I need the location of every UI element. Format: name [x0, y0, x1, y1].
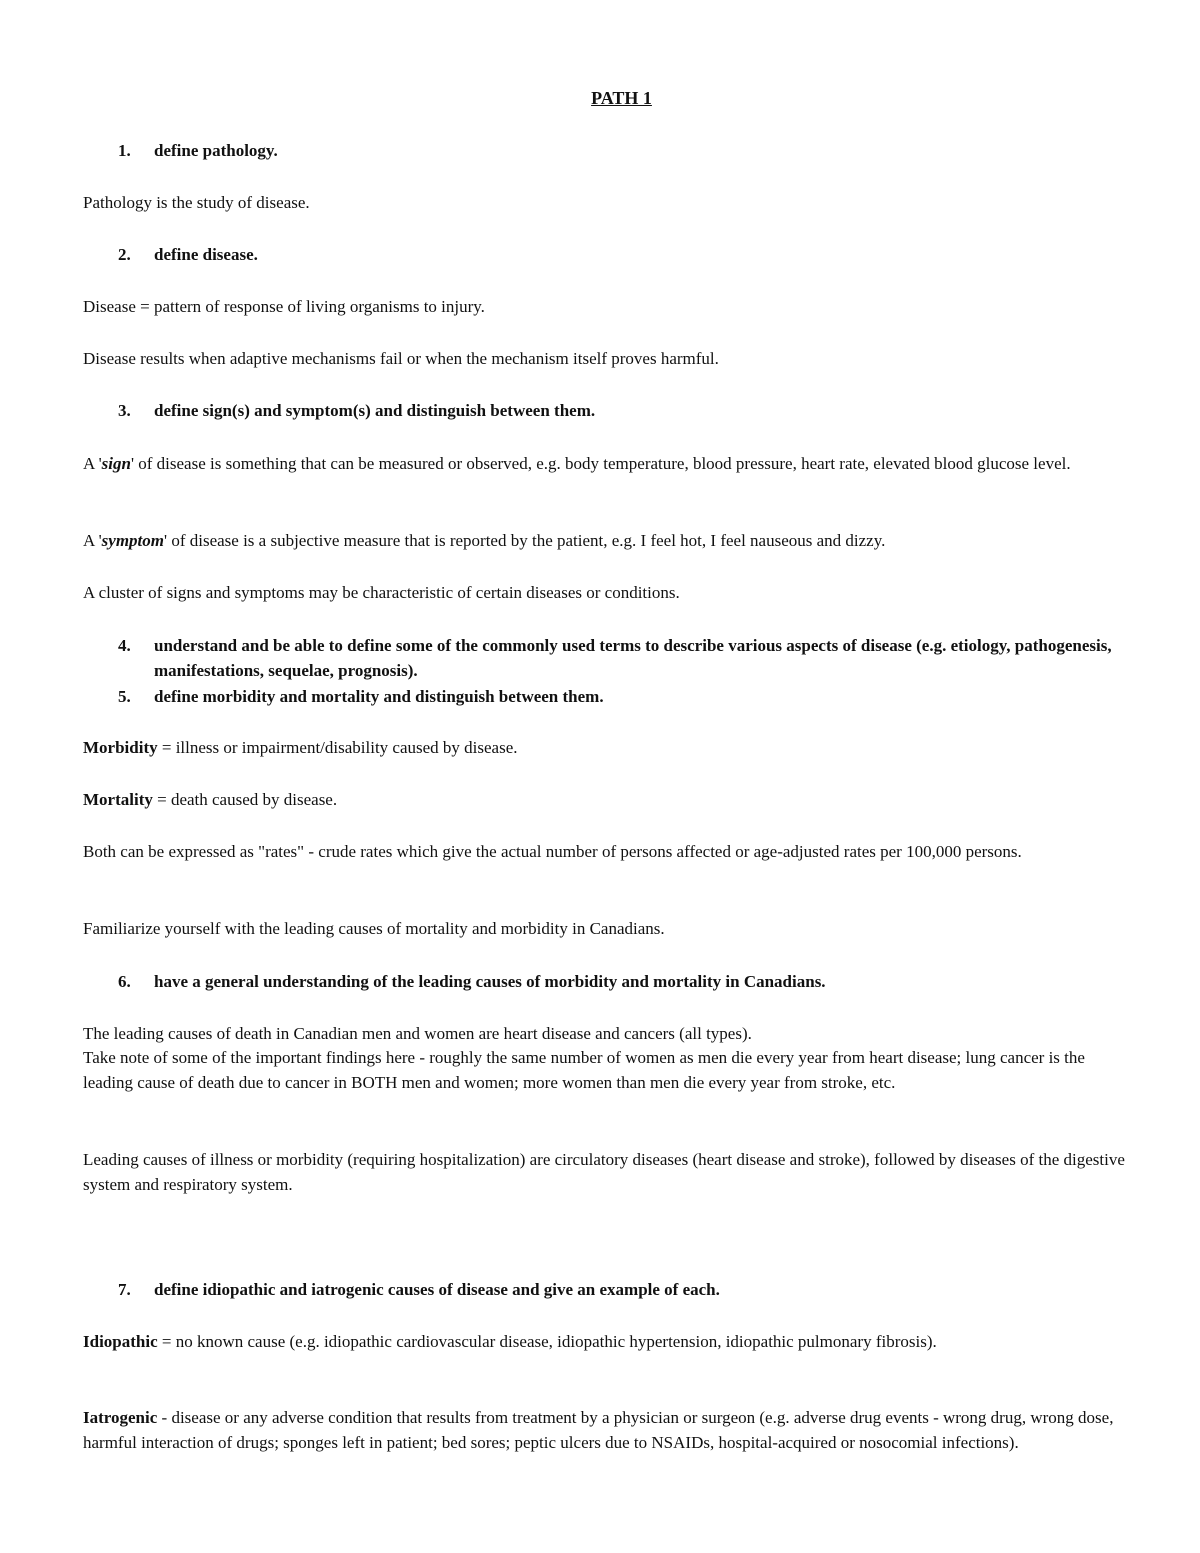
question-text: define disease. [154, 245, 258, 264]
term-iatrogenic: Iatrogenic [83, 1408, 158, 1427]
term-symptom: symptom [101, 531, 164, 550]
text-run: = death caused by disease. [152, 790, 338, 809]
answer-paragraph: A cluster of signs and symptoms may be characteristic of certain diseases or conditions. [83, 583, 680, 602]
document-title: PATH 1 [591, 88, 652, 108]
question-number: 6. [118, 972, 131, 991]
answer-paragraph: Disease = pattern of response of living organisms to injury. [83, 297, 485, 316]
answer-paragraph-symptom [83, 528, 1128, 553]
question-3 [118, 398, 1128, 423]
question-text: define idiopathic and iatrogenic causes of disease and give an example of each. [154, 1280, 720, 1299]
term-morbidity: Morbidity [83, 738, 158, 757]
text-run: = illness or impairment/disability caused by disease. [157, 738, 518, 757]
question-number: 4. [118, 636, 131, 655]
answer-paragraph-sign [83, 451, 1128, 476]
question-1 [118, 138, 1128, 163]
answer-paragraph: Both can be expressed as "rates" - crude rates which give the actual number of persons affected or age-adjusted rates per 100,000 persons. [83, 842, 1022, 861]
question-number: 7. [118, 1280, 131, 1299]
text-run: A ' [83, 454, 102, 473]
answer-iatrogenic [83, 1405, 1128, 1455]
answer-morbidity [83, 735, 1128, 760]
answer-mortality [83, 787, 1128, 812]
text-run: - disease or any adverse condition that results from treatment by a physician or surgeon (e.g. adverse drug events - wrong drug, wrong dose, harmful interaction of drugs; sponges left in patient; bed sores; peptic ulcers due to NSAIDs, hospital-acquired or nosocomial infections). [83, 1408, 1114, 1452]
question-text: define morbidity and mortality and distinguish between them. [154, 687, 604, 706]
answer-paragraph: Disease results when adaptive mechanisms fail or when the mechanism itself proves harmful. [83, 349, 719, 368]
question-number: 2. [118, 245, 131, 264]
answer-paragraph: Pathology is the study of disease. [83, 193, 310, 212]
question-5 [118, 684, 1128, 709]
answer-paragraph: Take note of some of the important findings here - roughly the same number of women as men die every year from heart disease; lung cancer is the leading cause of death due to cancer in BOTH men and women; more women than men die every year from stroke, etc. [83, 1048, 1085, 1092]
text-run: A ' [83, 531, 102, 550]
question-text: have a general understanding of the leading causes of morbidity and mortality in Canadians. [154, 972, 826, 991]
question-2 [118, 242, 1128, 267]
term-idiopathic: Idiopathic [83, 1332, 158, 1351]
question-text: define pathology. [154, 141, 278, 160]
text-run: = no known cause (e.g. idiopathic cardiovascular disease, idiopathic hypertension, idiopathic pulmonary fibrosis). [157, 1332, 937, 1351]
question-7 [118, 1277, 1128, 1302]
question-text: define sign(s) and symptom(s) and distinguish between them. [154, 401, 596, 420]
question-4 [118, 633, 1128, 683]
question-6 [118, 969, 1128, 994]
question-number: 5. [118, 687, 131, 706]
term-sign: sign [101, 454, 131, 473]
answer-idiopathic [83, 1329, 1128, 1354]
question-text: understand and be able to define some of the commonly used terms to describe various aspects of disease (e.g. etiology, pathogenesis, manifestations, sequelae, prognosis). [154, 636, 1112, 680]
question-number: 1. [118, 141, 131, 160]
answer-paragraph: Familiarize yourself with the leading causes of mortality and morbidity in Canadians. [83, 919, 665, 938]
answer-paragraph: The leading causes of death in Canadian men and women are heart disease and cancers (all types). [83, 1024, 752, 1043]
term-mortality: Mortality [83, 790, 153, 809]
text-run: ' of disease is something that can be measured or observed, e.g. body temperature, blood pressure, heart rate, elevated blood glucose level. [130, 454, 1071, 473]
text-run: ' of disease is a subjective measure that is reported by the patient, e.g. I feel hot, I feel nauseous and dizzy. [164, 531, 886, 550]
answer-paragraph: Leading causes of illness or morbidity (requiring hospitalization) are circulatory diseases (heart disease and stroke), followed by diseases of the digestive system and respiratory system. [83, 1150, 1125, 1194]
question-number: 3. [118, 401, 131, 420]
